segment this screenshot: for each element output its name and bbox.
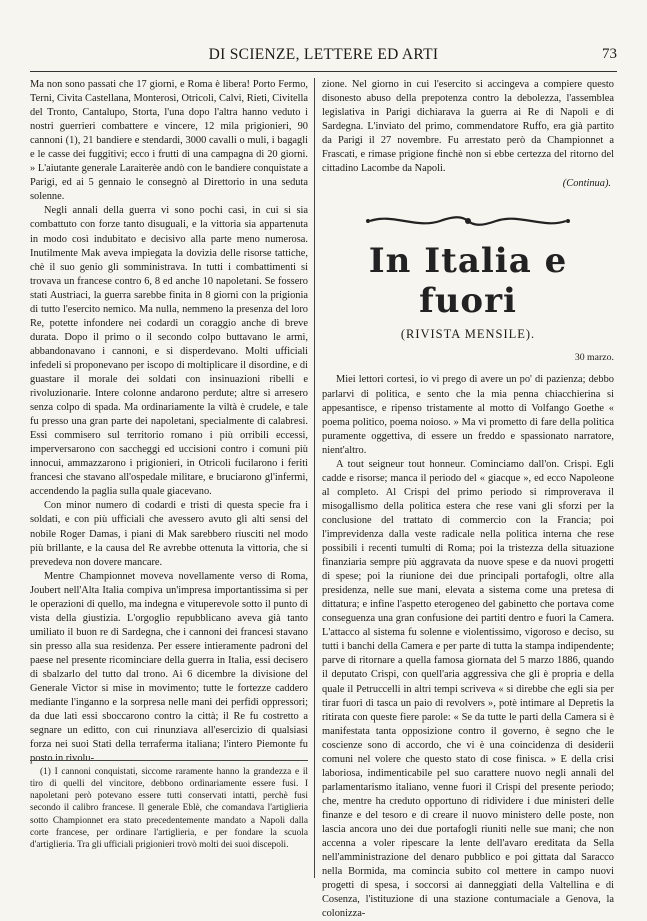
right-column (322, 78, 614, 921)
decorative-divider (322, 209, 614, 233)
continua-note: (Continua). (562, 178, 611, 190)
section-subtitle: (RIVISTA MENSILE). (400, 327, 536, 342)
paragraph: zione. Nel giorno in cui l'esercito si accingeva a compiere questo disonesto abuso della prepotenza contro la debolezza, l'assemblea legislativa in Parigi dichiarava la guerra ai Re di Napoli e di Sardegna. L'inviato del primo, commendatore Ruffo, era già partito da Parigi il 27 novembre. Fu arrestato però da Championnet a Frascati, e rimase prigione finchè non si ebbe certezza del ritorno del cittadino Lacombe da Napoli. (322, 79, 614, 175)
header-rule (30, 71, 617, 72)
journal-title: DI SCIENZE, LETTERE ED ARTI (208, 46, 439, 63)
running-header (30, 46, 617, 68)
ornament-dot (566, 219, 570, 223)
footnote (30, 766, 308, 851)
paragraph: A tout seigneur tout honneur. Cominciamo dall'on. Crispi. Egli cadde e risorse; manca il periodo del « giacque », ed ecco Napoleone al completo. Al Crispi del primo periodo si rimproverava il misogallismo della politica estera che rese vani gli sforzi per la conclusione del trattato di commercio con la Francia; poi l'imprevidenza dalla veste radicale nella politica interna che rese possibili i recenti tumulti di Roma; poi la tristezza della situazione finanziaria sempre più aggravata da nuove spese e da nuovi progetti di spese; poi la riunione dei due principali portafogli, oltre alla presidenza, nelle sue mani, elevata a sistema come una pretesa di dittatura; e infine l'aspetto eterogeneo del gabinetto che portava come conseguenza una gran confusione dei partiti dentro e fuori la Camera. L'attacco al sistema fu solenne e violentissimo, vigoroso e deciso, su tutti i banchi della Camera e per parte di tutta la stampa indipendente; parve di ritornare a quella famosa giornata del 5 marzo 1886, quando il deputato Crispi, con quell'aria aggressiva che gli è propria e della quale il Petruccelli in altri tempi scriveva « si direbbe che egli sia per tirar fuori di tasca un paio di revolvers », potè intimare al Depretis la ritirata con queste fiere parole: « Se da tutte le parti della Camera si è manifestata tanta opposizione contro il governo, è segno che le coscienze sono di accordo, che vi è una coincidenza di desiderii comuni nel volere che questo stato di cose finisca. » E della crisi laboriosa, indimenticabile pel suo carattere nuovo negli annali del parlamentarismo italiano, venne fuori il Crispi del presente periodo; che, mentre ha creduto opportuno di ridividere i due ministeri delle finanze e del tesoro e di creare il nuovo ministero delle poste, non lascia ancora uno dei due portafogli riuniti nelle sue mani; che non accenna a voler ripescare la lente dell'avaro ereditata da Sella nell'amministrazione del denaro pubblico e poi gittata dal Saracco nella Bormida, ma comincia subito col mettere in campo nuovi progetti di spesa, i soccorsi ai danneggiati della Valtellina e di Cosenza, l'istituzione di una stazione contumaciale a Genova, la colonizza- (322, 458, 614, 920)
ornament-dot (366, 219, 370, 223)
left-column (30, 78, 308, 766)
ornament-dot (465, 218, 471, 224)
page-number: 73 (602, 46, 617, 62)
section-title: In Italia e fuori (368, 241, 568, 322)
footnote-text: (1) I cannoni conquistati, siccome raramente hanno la grandezza e il tiro di quelli del vincitore, debbono ordinariamente essere fusi. I napoletani però potevano essere tutti conservati intatti, perchè fusi secondo il calibro francese. Il generale Eblè, che comandava l'artiglieria sotto Championnet era stato precedentemente mandato a Napoli dalla corte francese, per ordinare l'artiglieria, e per fondare la scuola d'artiglieria. Tra gli ufficiali prigionieri trovò molti dei suoi discepoli. (30, 767, 308, 850)
paragraph: Mentre Championnet moveva novellamente verso di Roma, Joubert nell'Alta Italia compiva un'impresa importantissima si per le operazioni di quello, ma indegna e vituperevole sotto il punto di vista della giustizia. L'orgoglio repubblicano aveva già tanto umiliato il buon re di Sardegna, che i cannoni dei francesi stavano sin presso alla sua residenza. Per essere intieramente padroni del paese nel presente ricominciare della guerra in Italia, essi decisero di sbalzarlo del tutto dal trono. Ai 6 dicembre la divisione del Generale Victor si mise in movimento; tutte le fortezze caddero mediante l'inganno e la sorpresa nelle mani dei perfidi oppressori; da due lati essi sboccarono contro la città; il Re fu costretto a segnare un editto, con cui rinunziava all'esercizio di qualsiasi forza nei suoi Stati della terraferma italiana; l'intero Piemonte fu posto in rivolu- (30, 570, 308, 765)
paragraph: Con minor numero di codardi e tristi di questa specie fra i soldati, e con più ufficiali che avessero avuto gli alti sensi del nobile Roger Damas, i piani di Mak sarebbero riusciti nel modo più brillante, e la causa del Re avrebbe ottenuta la vittoria, che si prevedeva non dovere mancare. (30, 500, 308, 568)
column-divider (314, 78, 315, 878)
footnote-rule (30, 760, 308, 761)
paragraph: Ma non sono passati che 17 giorni, e Roma è libera! Porto Fermo, Terni, Civita Castellana, Monterosi, Otricoli, Calvi, Rieti, Civitella del Tronto, Cantalupo, Storta, l'una dopo l'altra hanno veduto i nostri guerrieri combattere e vincere, 12 mila prigionieri, 90 cannoni (1), 21 bandiere e stendardi, 3000 cavalli o muli, i bagagli e le casse dei fuggitivi; ecco i frutti di una campagna di 20 giorni. » L'aiutante generale Laraiterèe andò con le bandiere conquistate a Parigi, ed ai 5 gennaio le consegnò al Direttorio in una seduta solenne. (30, 79, 308, 203)
paragraph: Negli annali della guerra vi sono pochi casi, in cui si sia combattuto con forze tanto disuguali, e la vittoria sia appartenuta in modo così indubitato e decisivo alla parte meno numerosa. Inutilmente Mak aveva impiegata la dovizia delle risorse tattiche, chè il suo genio gli somministrava. In tutti i combattimenti si trovava un francese contro 6, 8 ed anche 10 napoletani. Se fossero stati Austriaci, la guerra sarebbe finita in 8 giorni con la prigionia di tutto l'esercito nemico. Ma nulla, nemmeno la presenza del loro Re, potette infondere nei codardi un coraggio anche di breve durata. Dopo il primo o il secondo colpo buttavano le armi, abbandonavano i cannoni, e si disperdevano. Molti ufficiali infedeli si proponevano per iscopo di moltiplicare il disordine, e di guastare il morale dei soldati con insinuazioni ribelli e rivoluzionarie. Intere colonne andarono perdute; altre si arresero senza colpo di spada. Ma ordinariamente la viltà è crudele, e tale fu presso una gran parte dei napoletani, specialmente di calabresi. Essi commisero sul territorio romano i più orribili eccessi, imperversarono con saccheggi ed uccisioni contro i comuni più innocui, ammazzarono i prigionieri, in Otricoli fucilarono i feriti francesi che stavano all'ospedale militare, e bruciarono gl'infermi, accendendo la paglia sulla quale giacevano. (30, 205, 308, 498)
section-date: 30 marzo. (574, 352, 614, 364)
paragraph: Miei lettori cortesi, io vi prego di avere un po' di pazienza; debbo parlarvi di politica, e sento che la mia penna chiacchierina si appesantisce, e ripenso tristamente al motto di Volfango Goethe « poema politico, poema noioso. » Ma vi prometto di fare della politica puramente oggettiva, di essere un freddo e spassionato narratore, nient'altro. (322, 374, 614, 456)
